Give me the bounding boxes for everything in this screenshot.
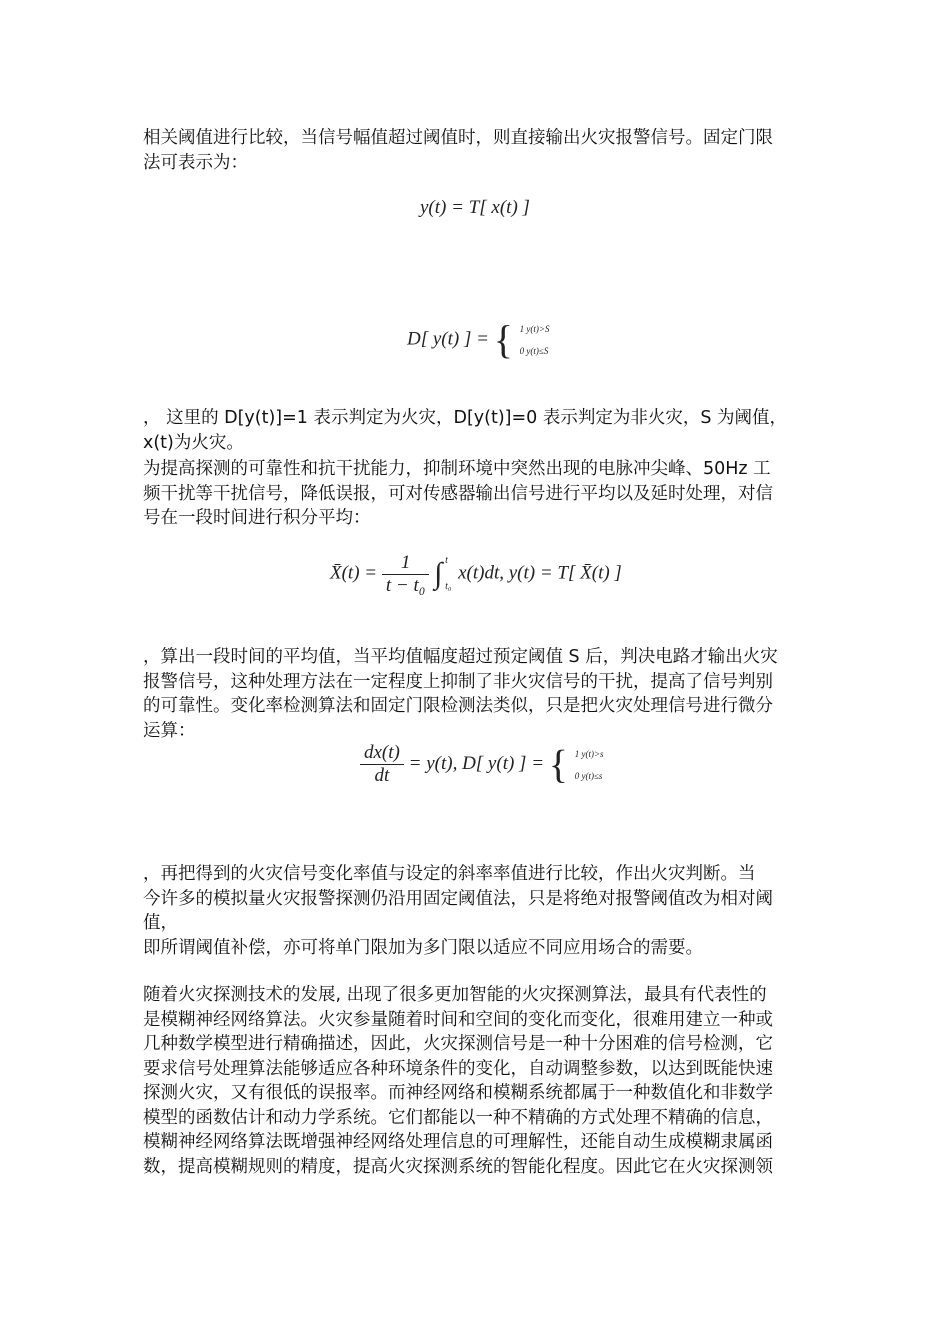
text-line: 运算：: [143, 720, 196, 741]
case-line: 0 y(t)≤s: [574, 770, 603, 781]
fraction-numerator: 1: [382, 552, 429, 575]
case-line: 0 y(t)≤S: [519, 346, 549, 356]
text-line: 今许多的模拟量火灾报警探测仍沿用固定阈值法，只是将绝对报警阈值改为相对阈: [143, 888, 773, 909]
upper-limit: t: [445, 555, 448, 566]
case-line: 1 y(t)>s: [574, 748, 604, 759]
text-line: 相关阈值进行比较，当信号幅值超过阈值时，则直接输出火灾报警信号。固定门限: [143, 128, 773, 148]
formula-integral-average: [330, 548, 622, 600]
formula-fixed-threshold: y(t) = T[ x(t) ]: [420, 197, 530, 218]
formula-cases: [520, 318, 550, 362]
text-line: 报警信号，这种处理方法在一定程度上抑制了非火灾信号的干扰，提高了信号判别: [143, 671, 773, 692]
paragraph-integral-averaging: [143, 457, 813, 531]
formula-decision-function: [407, 318, 549, 362]
text-line: 频干扰等干扰信号，降低误报，可对传感器输出信号进行平均以及延时处理，对信: [143, 483, 773, 504]
text-line: 法可表示为：: [143, 152, 248, 173]
paragraph-fuzzy-neural: [143, 983, 813, 1179]
text-line: 即所谓阈值补偿，亦可将单门限加为多门限以适应不同应用场合的需要。: [143, 937, 703, 958]
paragraph-average-result: [143, 645, 813, 743]
case-line: 1 y(t)>S: [519, 324, 550, 334]
text-line: ，再把得到的火灾信号变化率值与设定的斜率率值进行比较，作出火灾判断。当: [143, 864, 756, 884]
text-line: 探测火灾，又有很低的误报率。而神经网络和模糊系统都属于一种数值化和非数学: [143, 1083, 773, 1103]
text-line: 模型的函数估计和动力学系统。它们都能以一种不精确的方式处理不精确的信息，: [143, 1107, 773, 1128]
text-line: 要求信号处理算法能够适应各种环境条件的变化，自动调整参数，以达到既能快速: [143, 1058, 773, 1079]
brace-symbol: {: [548, 741, 568, 787]
formula-lhs: X̄(t) =: [330, 562, 378, 584]
text-line: ，算出一段时间的平均值，当平均值幅度超过预定阈值 S 后，判决电路才输出火灾: [143, 647, 778, 667]
fraction-denominator: t − t₀: [385, 574, 426, 596]
lower-limit: t₀: [445, 581, 452, 592]
paragraph-decision-explanation: [143, 406, 813, 455]
formula-rate-of-change: [360, 742, 604, 787]
text-line: ， 这里的 D[y(t)]=1 表示判定为火灾，D[y(t)]=0 表示判定为非火灾，S 为阈值，: [143, 408, 788, 428]
text-line: 几种数学模型进行精确描述，因此，火灾探测信号是一种十分困难的信号检测，它: [143, 1034, 773, 1054]
fraction: [382, 552, 429, 597]
paragraph-threshold-intro: [143, 126, 813, 175]
text-line: 为提高探测的可靠性和抗干扰能力，抑制环境中突然出现的电脉冲尖峰、50Hz 工: [143, 459, 771, 479]
text-line: 数，提高模糊规则的精度，提高火灾探测系统的智能化程度。因此它在火灾探测领: [143, 1156, 773, 1177]
fraction: [360, 742, 404, 787]
text-line: x(t)为火灾。: [143, 432, 244, 453]
paragraph-rate-comparison: [143, 862, 813, 960]
formula-middle: = y(t), D[ y(t) ] =: [408, 752, 545, 774]
text-line: 模糊神经网络算法既增强神经网络处理信息的可理解性，还能自动生成模糊隶属函: [143, 1132, 773, 1152]
formula-lhs: D[ y(t) ] =: [407, 328, 489, 350]
fraction-denominator: dt: [374, 765, 390, 786]
brace-symbol: {: [493, 317, 513, 362]
text-line: 号在一段时间进行积分平均：: [143, 508, 371, 528]
text-line: 是模糊神经网络算法。火灾参量随着时间和空间的变化而变化，很难用建立一种或: [143, 1009, 773, 1030]
integral-symbol: ∫: [434, 557, 443, 590]
fraction-numerator: dx(t): [360, 742, 404, 765]
formula-cases: [575, 743, 604, 787]
formula-rest: x(t)dt, y(t) = T[ X̄(t) ]: [458, 562, 622, 584]
integral-limits: [445, 548, 451, 600]
text-line: 的可靠性。变化率检测算法和固定门限检测法类似，只是把火灾处理信号进行微分: [143, 696, 773, 716]
text-line: 随着火灾探测技术的发展, 出现了很多更加智能的火灾探测算法，最具有代表性的: [143, 985, 767, 1005]
text-line: 值，: [143, 913, 178, 933]
